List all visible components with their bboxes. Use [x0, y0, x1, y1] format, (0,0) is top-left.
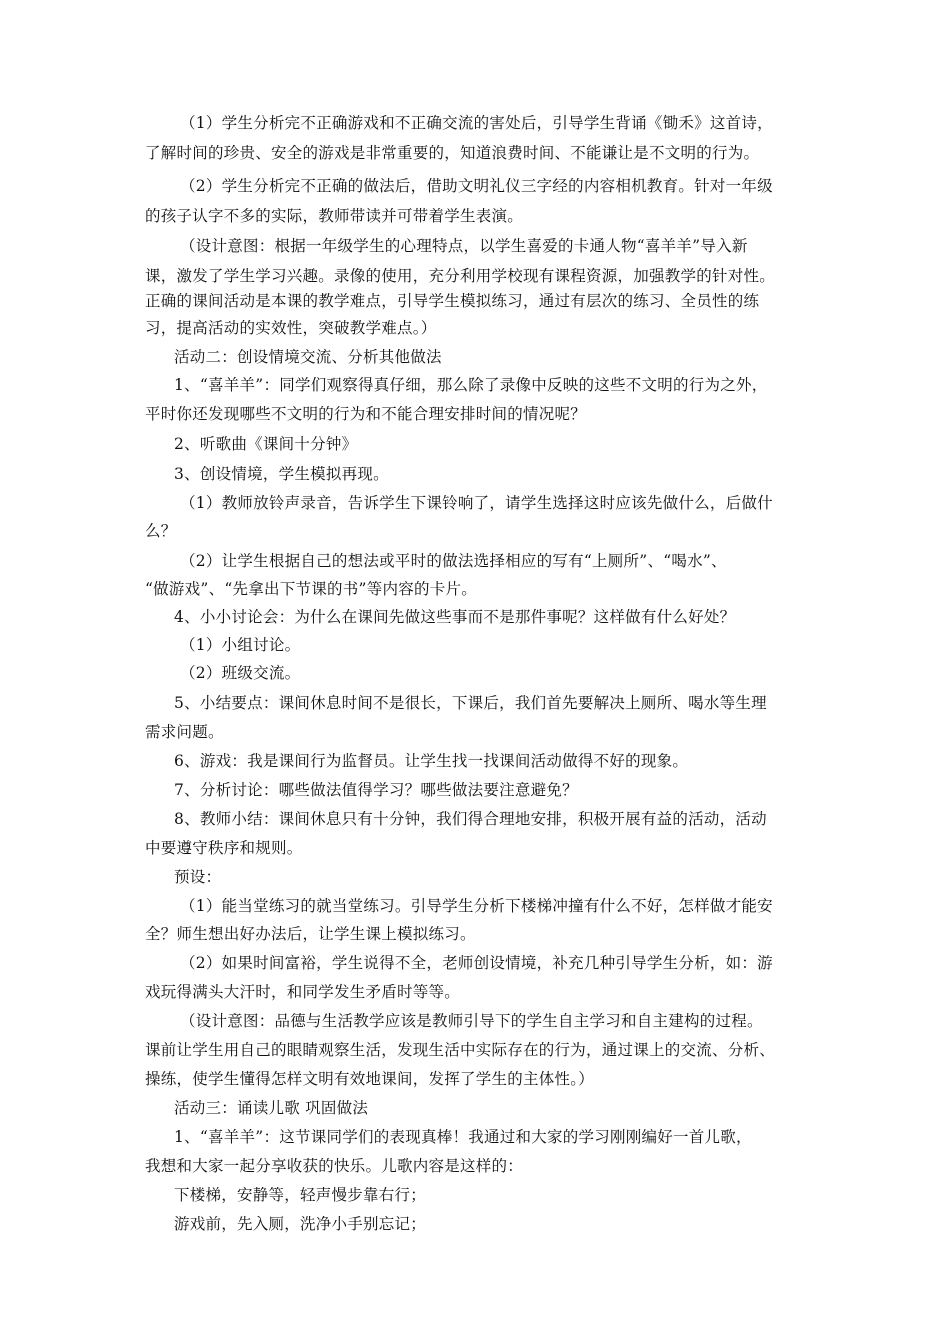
paragraph-line: 需求问题。	[145, 723, 224, 741]
paragraph-line: （设计意图：品德与生活教学应该是教师引导下的学生自主学习和自主建构的过程。	[180, 1012, 763, 1030]
paragraph-line: 6、游戏：我是课间行为监督员。让学生找一找课间活动做得不好的现象。	[174, 752, 689, 770]
paragraph-line: 1、“喜羊羊”：同学们观察得真仔细，那么除了录像中反映的这些不文明的行为之外，	[174, 376, 768, 394]
paragraph-line: （2）如果时间富裕，学生说得不全，老师创设情境，补充几种引导学生分析，如：游	[180, 954, 773, 972]
paragraph-line: （2）班级交流。	[180, 664, 301, 682]
paragraph-line: 正确的课间活动是本课的教学难点，引导学生模拟练习，通过有层次的练习、全员性的练	[145, 292, 760, 310]
paragraph-line: 习，提高活动的实效性，突破教学难点。）	[145, 319, 437, 337]
paragraph-line: （设计意图：根据一年级学生的心理特点，以学生喜爱的卡通人物“喜羊羊”导入新	[180, 237, 748, 255]
paragraph-line: 3、创设情境，学生模拟再现。	[174, 465, 389, 483]
paragraph-line: （1）能当堂练习的就当堂练习。引导学生分析下楼梯冲撞有什么不好，怎样做才能安	[180, 897, 773, 915]
paragraph-line: “做游戏”、“先拿出下节课的书”等内容的卡片。	[145, 580, 477, 598]
paragraph-line: 我想和大家一起分享收获的快乐。儿歌内容是这样的：	[145, 1157, 524, 1175]
paragraph-line: 么？	[145, 522, 177, 540]
paragraph-line: （1）小组讨论。	[180, 636, 301, 654]
paragraph-line: 1、“喜羊羊”：这节课同学们的表现真棒！我通过和大家的学习刚刚编好一首儿歌，	[174, 1128, 752, 1146]
paragraph-line: 平时你还发现哪些不文明的行为和不能合理安排时间的情况呢？	[145, 405, 587, 423]
paragraph-line: 戏玩得满头大汗时，和同学发生矛盾时等等。	[145, 983, 461, 1001]
rhyme-line: 游戏前，先入厕，洗净小手别忘记；	[174, 1215, 427, 1233]
section-heading: 活动二：创设情境交流、分析其他做法	[174, 348, 442, 366]
paragraph-line: 5、小结要点：课间休息时间不是很长，下课后，我们首先要解决上厕所、喝水等生理	[174, 694, 767, 712]
paragraph-line: （1）学生分析完不正确游戏和不正确交流的害处后，引导学生背诵《锄禾》这首诗，	[180, 114, 773, 132]
paragraph-line: （1）教师放铃声录音，告诉学生下课铃响了，请学生选择这时应该先做什么，后做什	[180, 494, 773, 512]
paragraph-line: （2）让学生根据自己的想法或平时的做法选择相应的写有“上厕所”、“喝水”、	[180, 552, 727, 570]
paragraph-line: 的孩子认字不多的实际，教师带读并可带着学生表演。	[145, 207, 524, 225]
paragraph-line: 4、小小讨论会：为什么在课间先做这些事而不是那件事呢？这样做有什么好处？	[174, 608, 736, 626]
paragraph-line: 全？师生想出好办法后，让学生课上模拟练习。	[145, 925, 476, 943]
section-heading: 活动三：诵读儿歌 巩固做法	[174, 1099, 369, 1117]
paragraph-line: 课前让学生用自己的眼睛观察生活，发现生活中实际存在的行为，通过课上的交流、分析、	[145, 1041, 776, 1059]
paragraph-line: 操练，使学生懂得怎样文明有效地课间，发挥了学生的主体性。）	[145, 1070, 595, 1088]
paragraph-line: 中要遵守秩序和规则。	[145, 839, 303, 857]
paragraph-line: （2）学生分析完不正确的做法后，借助文明礼仪三字经的内容相机教育。针对一年级	[180, 177, 773, 195]
paragraph-line: 8、教师小结：课间休息只有十分钟，我们得合理地安排，积极开展有益的活动，活动	[174, 810, 767, 828]
rhyme-line: 下楼梯，安静等，轻声慢步靠右行；	[174, 1186, 427, 1204]
paragraph-line: 7、分析讨论：哪些做法值得学习？哪些做法要注意避免？	[174, 781, 578, 799]
paragraph-line: 2、听歌曲《课间十分钟》	[174, 435, 358, 453]
paragraph-line: 预设：	[174, 868, 222, 886]
paragraph-line: 课，激发了学生学习兴趣。录像的使用，充分利用学校现有课程资源，加强教学的针对性。	[145, 267, 776, 285]
paragraph-line: 了解时间的珍贵、安全的游戏是非常重要的，知道浪费时间、不能谦让是不文明的行为。	[145, 144, 760, 162]
